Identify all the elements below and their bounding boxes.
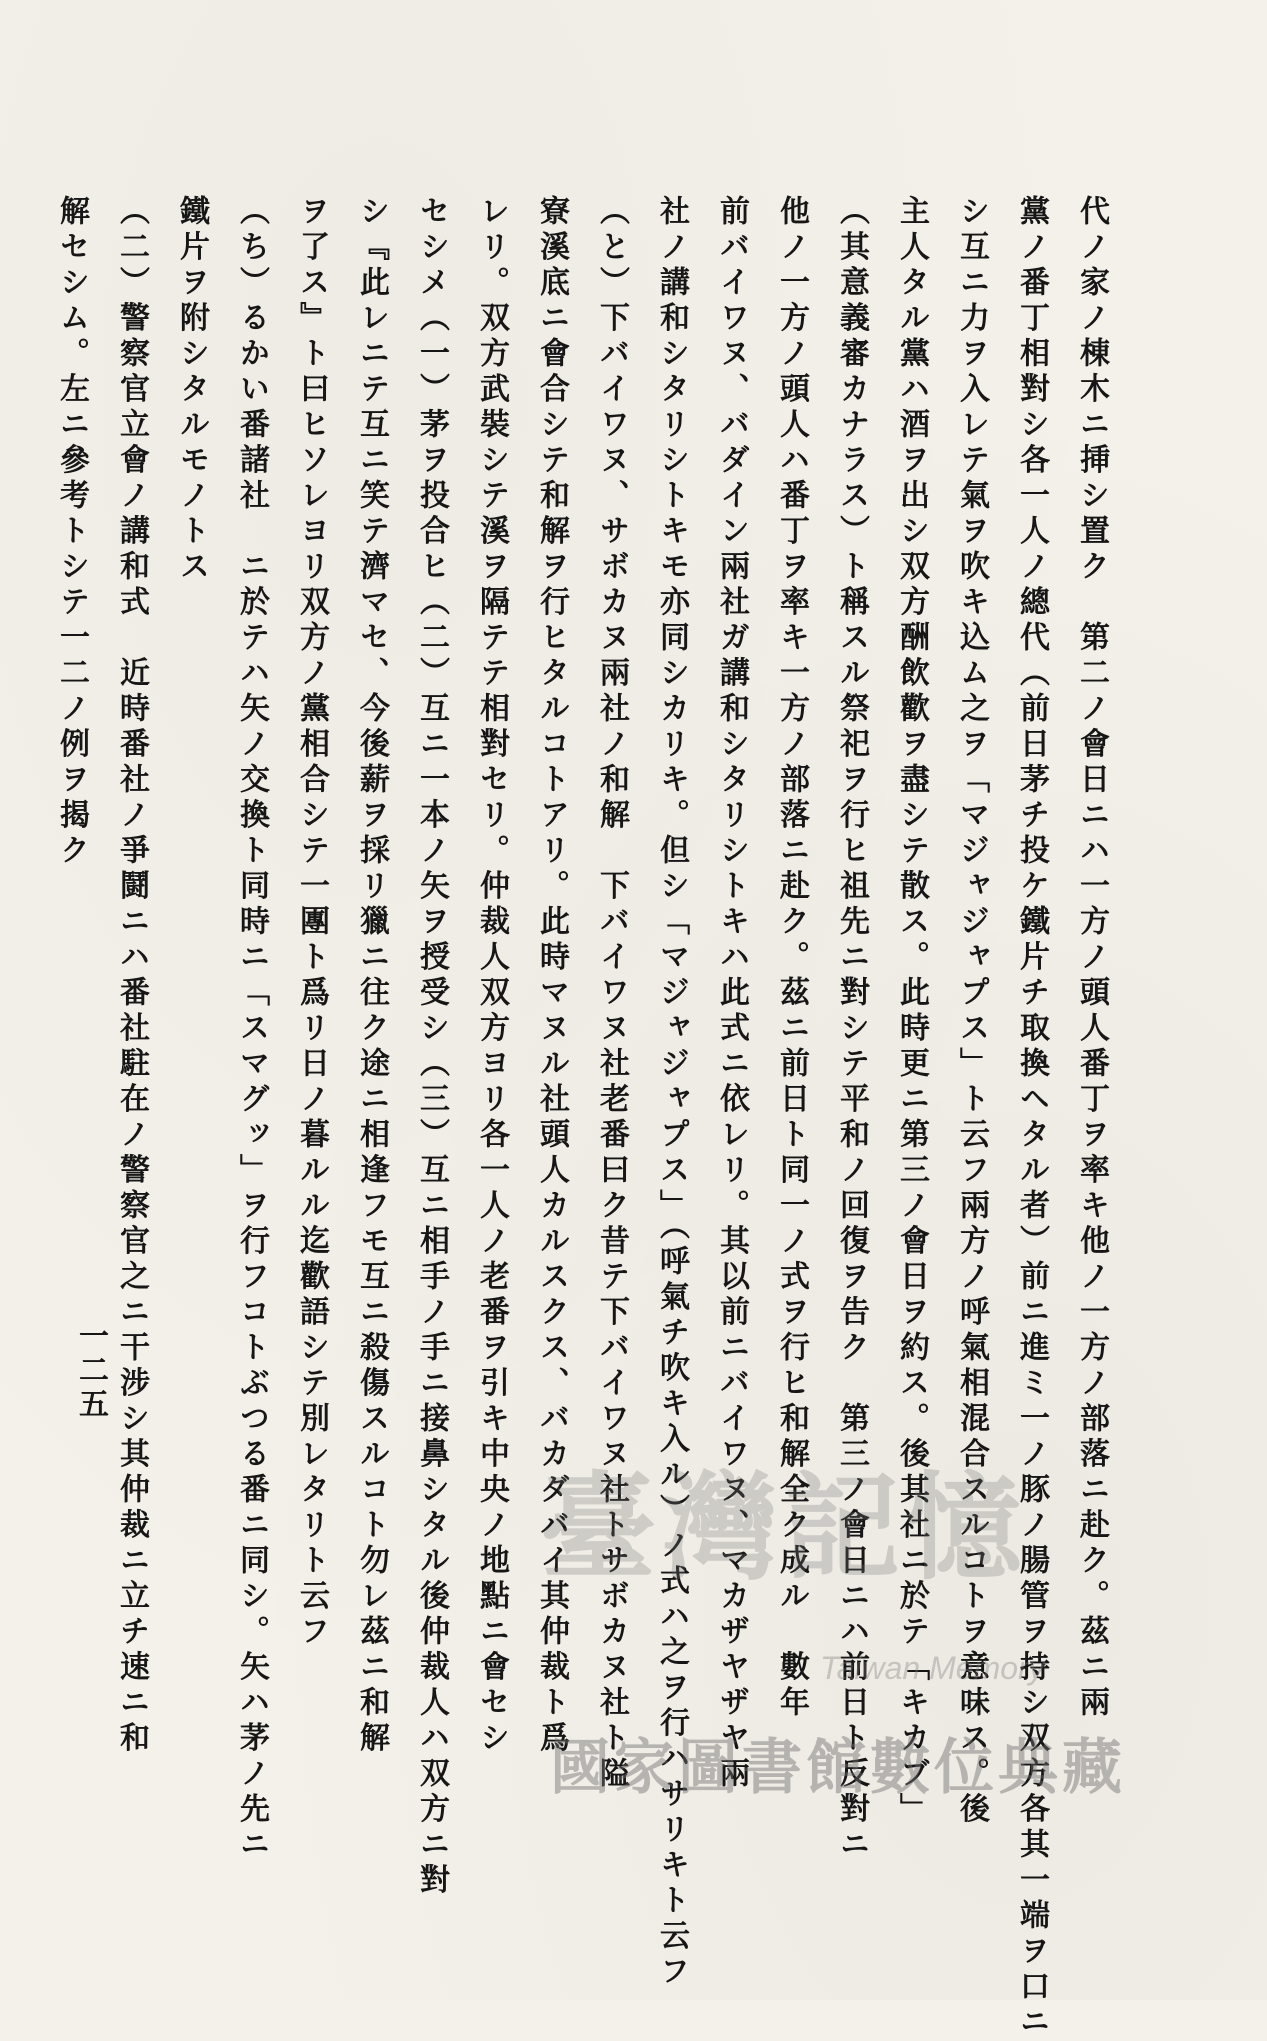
text-column: シ互ニ力ヲ入レテ氣ヲ吹キ込ム之ヲ「マジャジャプス」ト云フ兩方ノ呼氣相混合スルコトヲ意味ス。後	[954, 195, 989, 1828]
section-heading-column: （と）下バイワヌ、サボカヌ兩社ノ和解 下バイワヌ社老番曰ク昔テ下バイワヌ社トサボカヌ社ト隘	[594, 195, 629, 1793]
section-heading-column: （二）警察官立會ノ講和式 近時番社ノ爭鬪ニハ番社駐在ノ警察官之ニ干涉シ其仲裁ニ立チ速ニ和	[114, 195, 149, 1757]
text-column: 寮溪底ニ會合シテ和解ヲ行ヒタルコトアリ。此時マヌル社頭人カルスクス、バカダバイ其仲裁ト爲	[534, 195, 569, 1757]
text-column: （其意義審カナラス）ト稱スル祭祀ヲ行ヒ祖先ニ對シテ平和ノ回復ヲ告ク 第三ノ會日ニハ前日ト反對ニ	[834, 195, 869, 1864]
text-column: 解セシム。左ニ參考トシテ一二ノ例ヲ揭ク	[54, 195, 89, 870]
text-column: 前バイワヌ、バダイン兩社ガ講和シタリシトキハ此式ニ依レリ。其以前ニバイワヌ、マカザヤザヤ兩	[714, 195, 749, 1793]
text-column: 黨ノ番丁相對シ各一人ノ總代（前日茅チ投ケ鐵片チ取換ヘタル者）前ニ進ミ一ノ豚ノ腸管ヲ持シ双方各其一端ヲ口ニ	[1014, 195, 1049, 2041]
text-column: ヲ了ス』ト曰ヒソレヨリ双方ノ黨相合シテ一團ト爲リ日ノ暮ルル迄歡語シテ別レタリト云フ	[294, 195, 329, 1651]
text-column: 主人タル黨ハ酒ヲ出シ双方酬飲歡ヲ盡シテ散ス。此時更ニ第三ノ會日ヲ約ス。後其社ニ於テ「キカブ」	[894, 195, 929, 1828]
text-column: レリ。双方武裝シテ溪ヲ隔テテ相對セリ。仲裁人双方ヨリ各一人ノ老番ヲ引キ中央ノ地點ニ會セシ	[474, 195, 509, 1757]
text-column: 他ノ一方ノ頭人ハ番丁ヲ率キ一方ノ部落ニ赴ク。茲ニ前日ト同一ノ式ヲ行ヒ和解全ク成ル 數年	[774, 195, 809, 1722]
watermark-library-name: 國家圖書館數位典藏	[550, 1733, 1126, 1803]
text-column: セシメ（一）茅ヲ投合ヒ（二）互ニ一本ノ矢ヲ授受シ（三）互ニ相手ノ手ニ接鼻シタル後仲裁人ハ双方ニ對	[414, 195, 449, 1899]
text-column: 代ノ家ノ棟木ニ挿シ置ク 第二ノ會日ニハ一方ノ頭人番丁ヲ率キ他ノ一方ノ部落ニ赴ク。茲ニ兩	[1074, 195, 1109, 1722]
watermark-logo: 臺灣記憶	[540, 1460, 1028, 1596]
text-column: 社ノ講和シタリシトキモ亦同シカリキ。但シ「マジャジャプス」（呼氣チ吹キ入ル）ノ式ハ之ヲ行ハサリキト云フ	[654, 195, 689, 1991]
section-heading-column: （ち）るかい番諸社 ニ於テハ矢ノ交換ト同時ニ「スマグッ」ヲ行フコトぶつる番ニ同シ。矢ハ茅ノ先ニ	[234, 195, 269, 1864]
page-number: 一二五	[73, 1320, 108, 1422]
text-column: 鐵片ヲ附シタルモノトス	[174, 195, 209, 586]
text-column: シ『此レニテ互ニ笑テ濟マセ、今後薪ヲ採リ獵ニ往ク途ニ相逢フモ互ニ殺傷スルコト勿レ茲ニ和解	[354, 195, 389, 1757]
watermark-english: Taiwan Memory	[820, 1650, 1045, 1686]
